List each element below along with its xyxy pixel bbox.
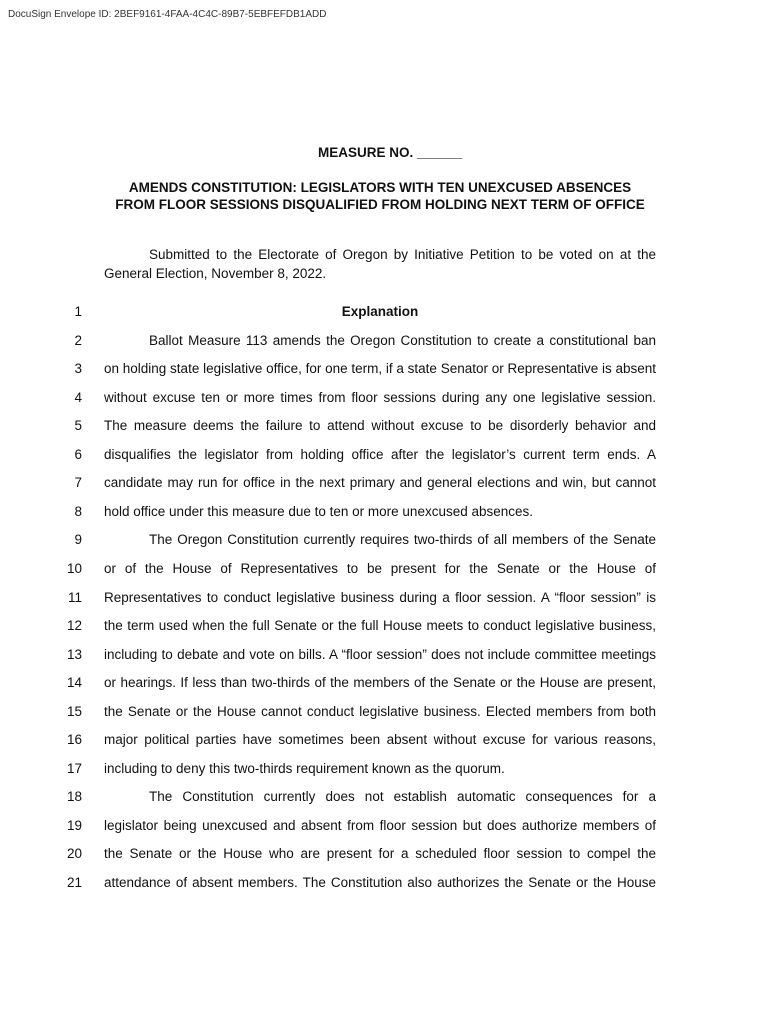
line-2 [0, 333, 770, 355]
line-number: 13 [66, 646, 82, 662]
line-text: the term used when the full Senate or the full House meets to conduct legislative business, [104, 618, 656, 634]
line-number: 3 [74, 361, 82, 377]
line-text: attendance of absent members. The Constitution also authorizes the Senate or the House [104, 875, 656, 890]
line-16 [0, 732, 770, 754]
line-9 [0, 532, 770, 554]
line-number: 5 [74, 418, 82, 434]
line-text: or hearings. If less than two-thirds of the members of the Senate or the House are present, [104, 675, 656, 691]
line-text: including to deny this two-thirds requirement known as the quorum. [104, 760, 505, 776]
line-8 [0, 504, 770, 526]
line-number: 9 [74, 532, 82, 548]
line-number: 1 [74, 304, 82, 319]
line-20 [0, 846, 770, 868]
line-text: The Oregon Constitution currently requires two-thirds of all members of the Senate [149, 532, 656, 548]
heading-line-2: FROM FLOOR SESSIONS DISQUALIFIED FROM HOLDING NEXT TERM OF OFFICE [115, 197, 645, 212]
line-number: 21 [66, 875, 82, 890]
line-4 [0, 390, 770, 412]
line-text: Ballot Measure 113 amends the Oregon Constitution to create a constitutional ban [149, 332, 656, 348]
measure-title: MEASURE NO. ______ [317, 145, 463, 160]
line-text: The Constitution currently does not establish automatic consequences for a [149, 789, 656, 805]
line-11 [0, 590, 770, 612]
line-17 [0, 761, 770, 783]
envelope-id: DocuSign Envelope ID: 2BEF9161-4FAA-4C4C-89B7-5EBFEFDB1ADD [8, 9, 327, 20]
line-number: 11 [67, 589, 82, 605]
line-text: including to debate and vote on bills. A “floor session” does not include committee meetings [104, 646, 656, 662]
line-number: 8 [74, 503, 82, 519]
line-text: Representatives to conduct legislative business during a floor session. A “floor session” is [104, 589, 656, 605]
line-number: 6 [74, 446, 82, 462]
line-18 [0, 789, 770, 811]
line-number: 7 [74, 475, 82, 491]
line-text: hold office under this measure due to ten or more unexcused absences. [104, 503, 534, 519]
line-text: or of the House of Representatives to be present for the Senate or the House of [104, 560, 656, 576]
line-text: the Senate or the House cannot conduct legislative business. Elected members from both [104, 703, 656, 719]
section-heading: Explanation [341, 304, 419, 319]
line-6 [0, 447, 770, 469]
heading-line-1: AMENDS CONSTITUTION: LEGISLATORS WITH TEN UNEXCUSED ABSENCES [128, 180, 632, 195]
line-text: major political parties have sometimes been absent without excuse for various reasons, [104, 732, 656, 748]
line-14 [0, 675, 770, 697]
intro-paragraph: Submitted to the Electorate of Oregon by Initiative Petition to be voted on at the General Election, November 8, 2022. [104, 247, 656, 281]
line-1 [0, 304, 770, 326]
line-text: legislator being unexcused and absent from floor session but does authorize members of [104, 817, 656, 833]
line-text: candidate may run for office in the next primary and general elections and win, but cannot [104, 475, 656, 491]
line-3 [0, 361, 770, 383]
line-15 [0, 704, 770, 726]
line-number: 20 [66, 846, 82, 862]
line-7 [0, 475, 770, 497]
line-text: disqualifies the legislator from holding office after the legislator’s current term ends. A [104, 446, 656, 462]
line-number: 12 [66, 618, 82, 634]
line-number: 14 [66, 675, 82, 691]
line-number: 15 [66, 703, 82, 719]
line-13 [0, 647, 770, 669]
line-12 [0, 618, 770, 640]
line-number: 2 [74, 332, 82, 348]
line-text: the Senate or the House who are present for a scheduled floor session to compel the [104, 846, 656, 862]
line-19 [0, 818, 770, 840]
line-text: The measure deems the failure to attend without excuse to be disorderly behavior and [104, 418, 656, 434]
line-number: 4 [74, 389, 82, 405]
line-number: 16 [66, 732, 82, 748]
line-number: 19 [66, 817, 82, 833]
line-number: 18 [66, 789, 82, 805]
line-5 [0, 418, 770, 440]
line-10 [0, 561, 770, 583]
line-21 [0, 875, 770, 897]
line-text: without excuse ten or more times from floor sessions during any one legislative session. [104, 389, 656, 405]
line-number: 17 [66, 760, 82, 776]
line-number: 10 [66, 560, 82, 576]
line-text: on holding state legislative office, for one term, if a state Senator or Representative is absent [104, 361, 657, 377]
